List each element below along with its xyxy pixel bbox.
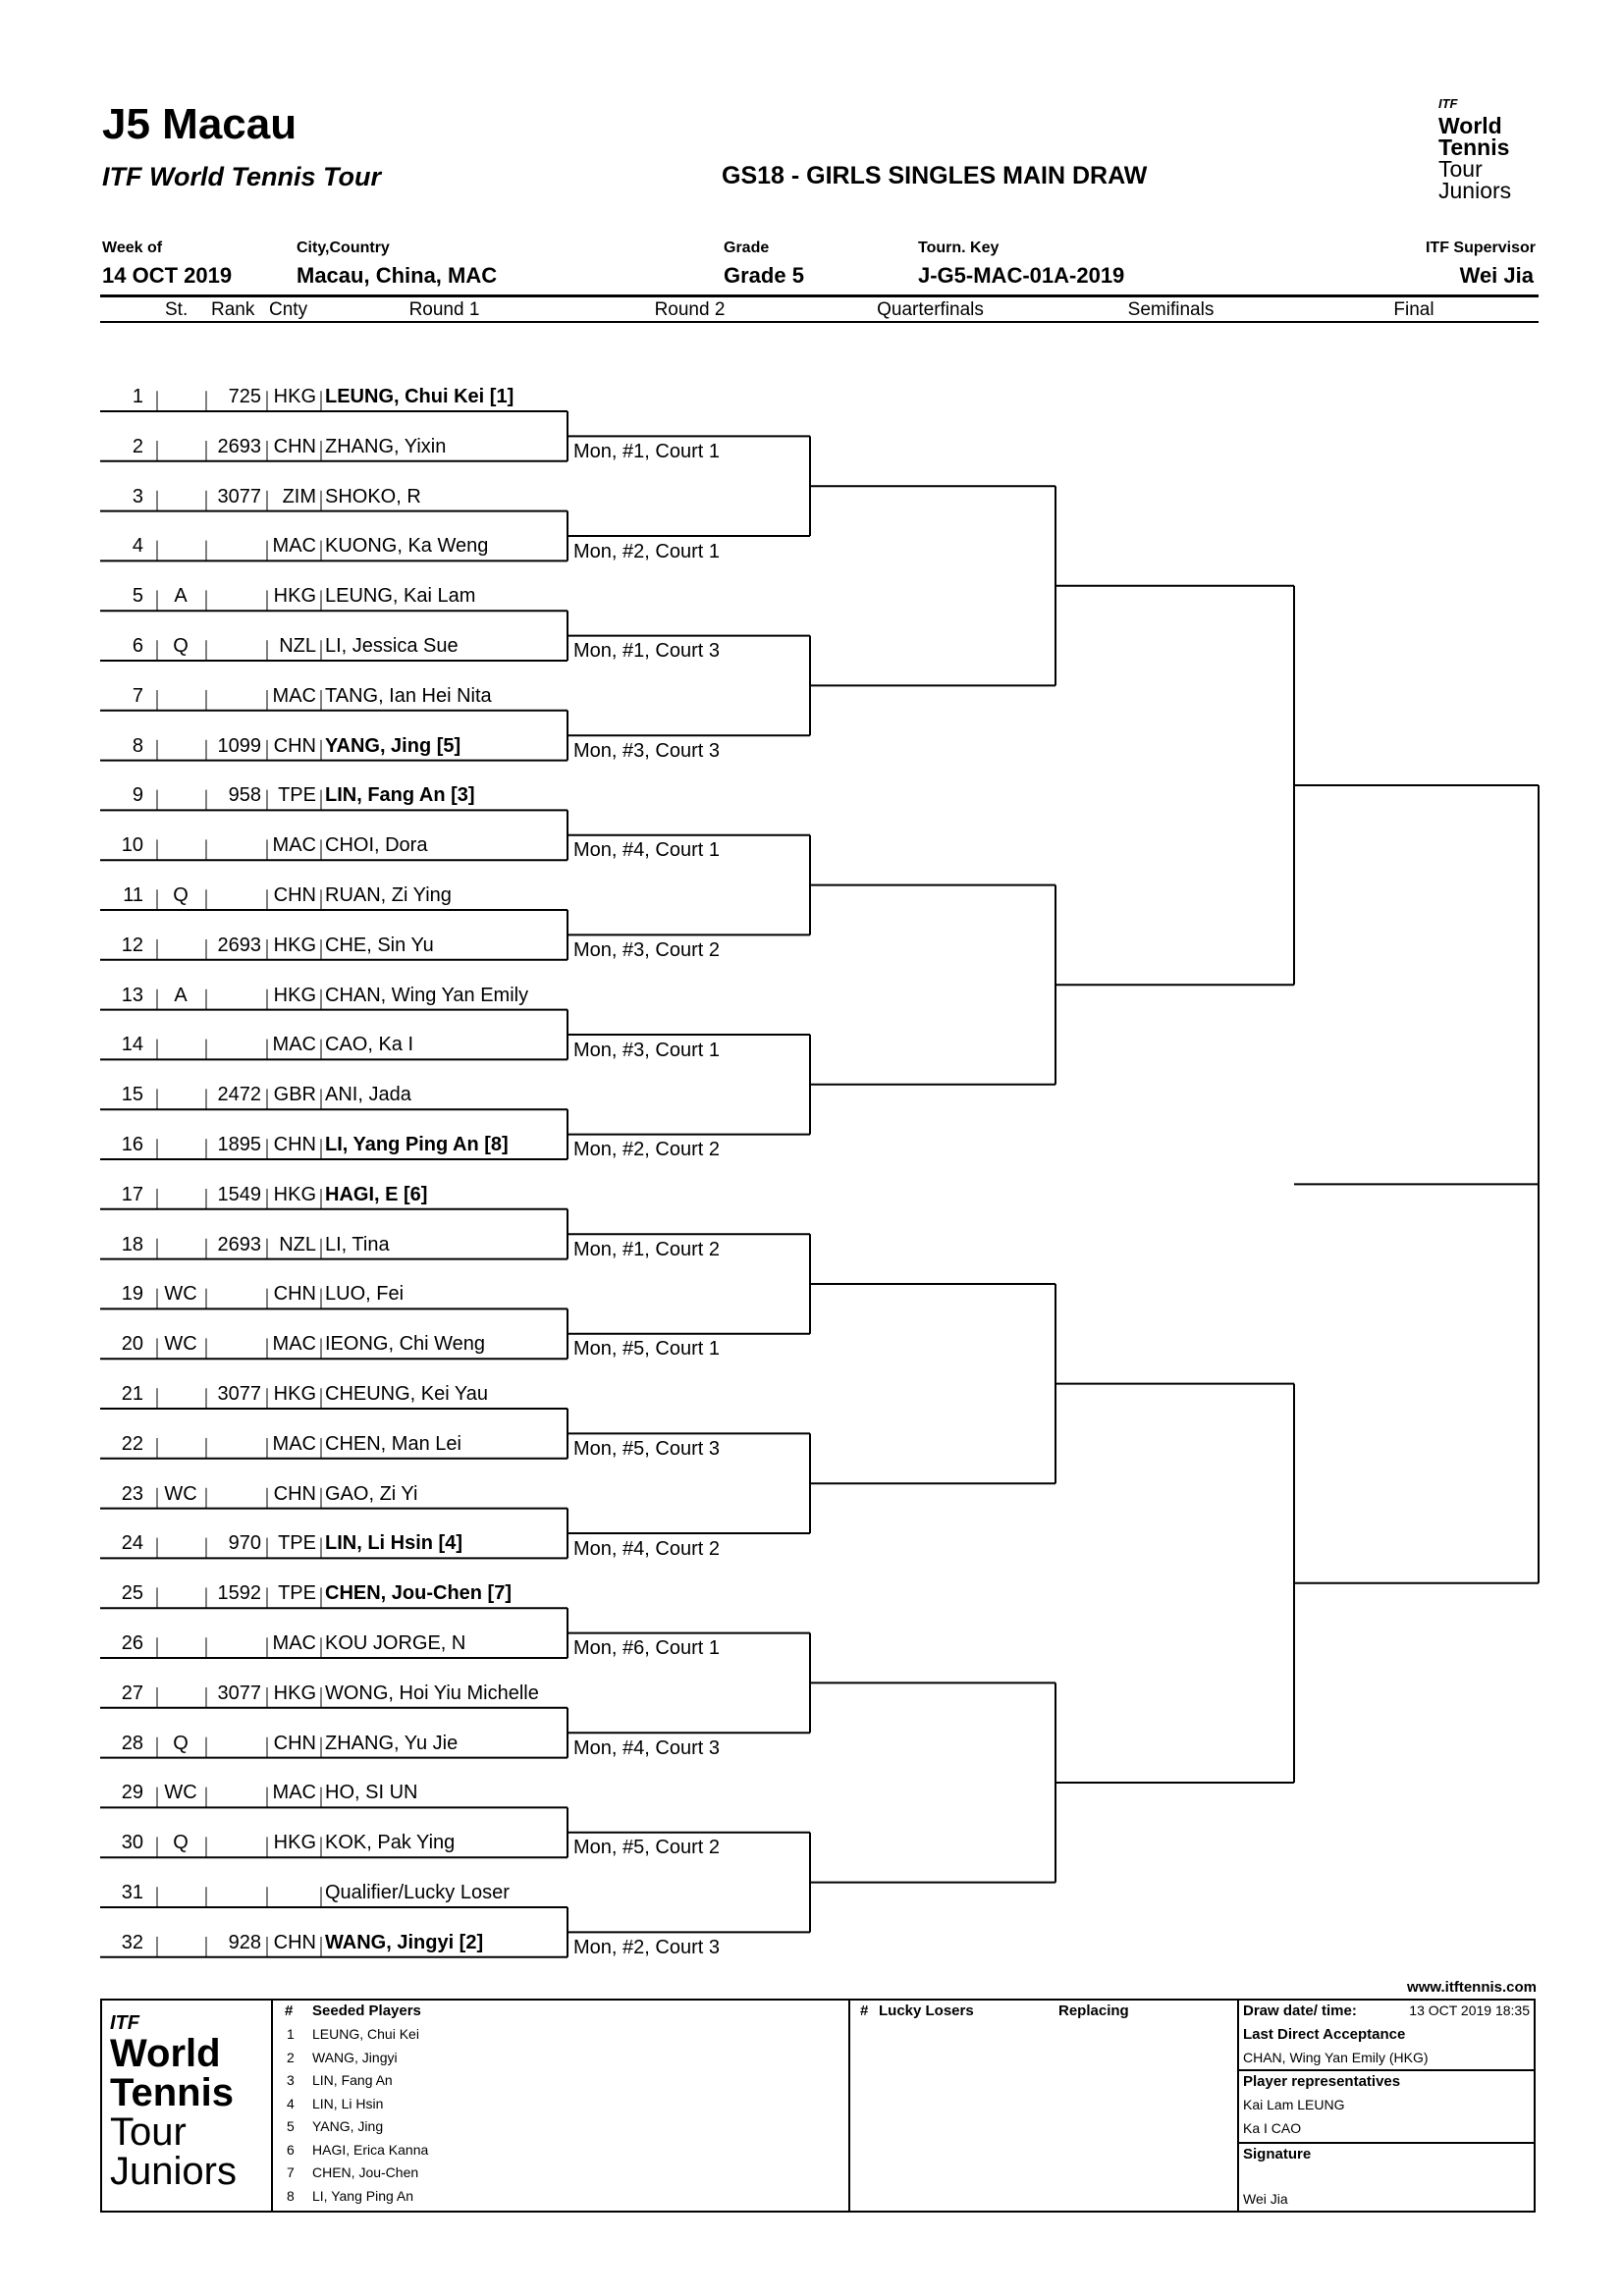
week-label: Week of xyxy=(102,240,163,256)
draw-name: GS18 - GIRLS SINGLES MAIN DRAW xyxy=(722,162,1148,189)
draw-position: 25 xyxy=(121,1582,143,1605)
footer-left-border xyxy=(100,1999,102,2213)
seed-number: 4 xyxy=(287,2095,295,2111)
seed-name: LEUNG, Chui Kei xyxy=(312,2026,419,2042)
player-country: HKG xyxy=(273,1383,316,1405)
draw-date-label: Draw date/ time: xyxy=(1243,2002,1357,2019)
grade-value: Grade 5 xyxy=(724,263,804,288)
player-rank: 1549 xyxy=(217,1183,261,1205)
seed-name: LIN, Fang An xyxy=(312,2072,393,2088)
player-country: NZL xyxy=(279,635,316,657)
player-name: LEUNG, Chui Kei [1] xyxy=(325,386,514,407)
player-country: MAC xyxy=(272,1782,316,1804)
player-country: MAC xyxy=(272,1034,316,1056)
col-final: Final xyxy=(1393,299,1434,320)
itf-logo-line3: Tour xyxy=(1438,156,1483,182)
entry-status: WC xyxy=(164,1482,197,1505)
draw-position: 14 xyxy=(121,1034,143,1056)
match-schedule: Mon, #1, Court 3 xyxy=(573,640,720,663)
seed-name: HAGI, Erica Kanna xyxy=(312,2141,429,2158)
player-name: LEUNG, Kai Lam xyxy=(325,585,476,608)
player-name: Qualifier/Lucky Loser xyxy=(325,1882,510,1903)
player-name: KOK, Pak Ying xyxy=(325,1832,456,1854)
draw-position: 31 xyxy=(121,1882,143,1903)
entry-status: WC xyxy=(164,1782,197,1804)
player-name: RUAN, Zi Ying xyxy=(325,884,452,906)
draw-position: 23 xyxy=(121,1482,143,1505)
itf-logo-footer-text: ITF xyxy=(110,2012,139,2034)
player-name: IEONG, Chi Weng xyxy=(325,1333,486,1356)
draw-position: 18 xyxy=(121,1233,143,1255)
draw-position: 2 xyxy=(132,435,143,457)
player-name: LI, Tina xyxy=(325,1233,390,1255)
player-name: HAGI, E [6] xyxy=(325,1183,428,1205)
entry-status: A xyxy=(174,585,188,608)
player-name: LI, Yang Ping An [8] xyxy=(325,1134,509,1155)
footer-bottom-rule xyxy=(100,2211,1536,2213)
player-country: ZIM xyxy=(282,485,316,507)
player-country: HKG xyxy=(273,1183,316,1205)
draw-position: 21 xyxy=(121,1383,143,1405)
itf-logo-footer-line2: Tennis xyxy=(110,2071,234,2114)
seed-number: 3 xyxy=(287,2072,295,2088)
rep-1: Kai Lam LEUNG xyxy=(1243,2097,1345,2112)
week-value: 14 OCT 2019 xyxy=(102,263,233,288)
player-country: MAC xyxy=(272,1333,316,1356)
entry-status: WC xyxy=(164,1283,197,1306)
player-rank: 958 xyxy=(228,784,261,807)
entry-status: A xyxy=(174,984,188,1006)
player-country: CHN xyxy=(273,1482,316,1505)
player-country: TPE xyxy=(278,1582,316,1605)
match-schedule: Mon, #4, Court 3 xyxy=(573,1736,720,1759)
player-country: CHN xyxy=(273,1283,316,1306)
draw-position: 19 xyxy=(121,1283,143,1306)
player-name: SHOKO, R xyxy=(325,485,421,507)
supervisor-value: Wei Jia xyxy=(1459,263,1534,288)
entry-status: Q xyxy=(173,635,189,657)
grade-label: Grade xyxy=(724,240,770,256)
website[interactable]: www.itftennis.com xyxy=(1407,1979,1537,1996)
footer-top-rule xyxy=(100,1999,1534,2001)
player-country: MAC xyxy=(272,684,316,707)
match-schedule: Mon, #2, Court 3 xyxy=(573,1937,720,1958)
footer-right-border xyxy=(1534,1999,1536,2213)
footer-rule-lda xyxy=(1237,2069,1536,2071)
supervisor-label: ITF Supervisor xyxy=(1425,240,1536,256)
draw-position: 11 xyxy=(123,884,143,906)
city-value: Macau, China, MAC xyxy=(297,263,498,288)
col-rank: Rank xyxy=(211,299,255,320)
player-name: WANG, Jingyi [2] xyxy=(325,1931,484,1953)
player-name: YANG, Jing [5] xyxy=(325,734,461,757)
draw-position: 9 xyxy=(132,784,143,807)
seed-name: CHEN, Jou-Chen xyxy=(312,2164,419,2180)
draw-position: 27 xyxy=(121,1682,143,1704)
draw-position: 29 xyxy=(121,1782,143,1804)
match-schedule: Mon, #5, Court 2 xyxy=(573,1837,720,1859)
player-name: KOU JORGE, N xyxy=(325,1632,466,1654)
seed-number: 7 xyxy=(287,2164,295,2180)
match-schedule: Mon, #6, Court 1 xyxy=(573,1637,720,1660)
player-rank: 928 xyxy=(228,1931,261,1953)
player-country: MAC xyxy=(272,535,316,558)
player-rank: 2693 xyxy=(217,934,261,956)
match-schedule: Mon, #4, Court 1 xyxy=(573,839,720,862)
itf-logo-footer-line3: Tour xyxy=(110,2110,187,2154)
draw-position: 20 xyxy=(121,1333,143,1356)
player-name: GAO, Zi Yi xyxy=(325,1482,418,1505)
player-country: CHN xyxy=(273,1732,316,1754)
match-schedule: Mon, #1, Court 1 xyxy=(573,441,720,462)
itf-logo-footer-line4: Juniors xyxy=(110,2150,237,2193)
draw-position: 5 xyxy=(132,585,143,608)
draw-position: 24 xyxy=(121,1532,143,1555)
col-quarterfinals: Quarterfinals xyxy=(877,299,984,320)
match-schedule: Mon, #4, Court 2 xyxy=(573,1537,720,1560)
player-name: ZHANG, Yu Jie xyxy=(325,1732,459,1754)
player-country: GBR xyxy=(273,1084,316,1106)
itf-logo-line1: World xyxy=(1438,113,1502,138)
player-country: NZL xyxy=(279,1233,316,1255)
seed-name: LIN, Li Hsin xyxy=(312,2095,384,2111)
draw-position: 30 xyxy=(121,1832,143,1854)
itf-logo-line4: Juniors xyxy=(1438,178,1512,203)
draw-position: 12 xyxy=(121,934,143,956)
col-st: St. xyxy=(165,299,189,320)
match-schedule: Mon, #3, Court 3 xyxy=(573,739,720,762)
tour-name: ITF World Tennis Tour xyxy=(102,162,381,191)
player-country: HKG xyxy=(273,934,316,956)
player-name: CAO, Ka I xyxy=(325,1034,414,1056)
player-name: KUONG, Ka Weng xyxy=(325,535,489,558)
draw-position: 4 xyxy=(132,535,143,558)
draw-position: 17 xyxy=(121,1183,143,1205)
draw-position: 3 xyxy=(132,485,143,507)
seed-number: 5 xyxy=(287,2118,295,2134)
player-rank: 1099 xyxy=(217,734,261,757)
player-country: HKG xyxy=(273,1832,316,1854)
match-schedule: Mon, #5, Court 1 xyxy=(573,1338,720,1361)
match-schedule: Mon, #3, Court 1 xyxy=(573,1039,720,1061)
footer-rule-reps xyxy=(1237,2142,1536,2144)
tourn-key-label: Tourn. Key xyxy=(918,240,1000,256)
player-name: HO, SI UN xyxy=(325,1782,418,1804)
player-country: CHN xyxy=(273,734,316,757)
col-cnty: Cnty xyxy=(269,299,308,320)
lda-label: Last Direct Acceptance xyxy=(1243,2026,1406,2043)
draw-position: 26 xyxy=(121,1632,143,1654)
player-rank: 3077 xyxy=(217,485,261,507)
player-name: CHEN, Jou-Chen [7] xyxy=(325,1582,512,1605)
col-round1: Round 1 xyxy=(408,299,480,320)
entry-status: WC xyxy=(164,1333,197,1356)
match-schedule: Mon, #2, Court 1 xyxy=(573,540,720,562)
player-name: LIN, Fang An [3] xyxy=(325,784,475,807)
footer-divider-3 xyxy=(1237,1999,1239,2213)
seed-number: 1 xyxy=(287,2026,295,2042)
player-country: HKG xyxy=(273,1682,316,1704)
draw-position: 16 xyxy=(121,1134,143,1155)
draw-position: 32 xyxy=(121,1931,143,1953)
footer-divider-2 xyxy=(848,1999,850,2213)
player-country: MAC xyxy=(272,1632,316,1654)
lucky-title: Lucky Losers xyxy=(879,2002,974,2019)
itf-logo-footer xyxy=(110,2012,267,2191)
signature-value: Wei Jia xyxy=(1243,2191,1288,2207)
player-country: CHN xyxy=(273,1931,316,1953)
col-semifinals: Semifinals xyxy=(1127,299,1215,320)
draw-position: 6 xyxy=(132,635,143,657)
player-name: LUO, Fei xyxy=(325,1283,405,1306)
player-rank: 1895 xyxy=(217,1134,261,1155)
seed-number: 8 xyxy=(287,2187,295,2204)
player-country: HKG xyxy=(273,386,316,407)
match-schedule: Mon, #1, Court 2 xyxy=(573,1238,720,1260)
seed-name: YANG, Jing xyxy=(312,2118,384,2134)
match-schedule: Mon, #2, Court 2 xyxy=(573,1139,720,1161)
draw-position: 22 xyxy=(121,1432,143,1455)
lda-value: CHAN, Wing Yan Emily (HKG) xyxy=(1243,2050,1429,2065)
col-round2: Round 2 xyxy=(654,299,726,320)
player-country: CHN xyxy=(273,1134,316,1155)
player-name: WONG, Hoi Yiu Michelle xyxy=(325,1682,539,1704)
draw-position: 8 xyxy=(132,734,143,757)
player-name: ZHANG, Yixin xyxy=(325,435,447,457)
draw-date-value: 13 OCT 2019 18:35 xyxy=(1409,2002,1530,2018)
signature-label: Signature xyxy=(1243,2146,1312,2163)
city-label: City,Country xyxy=(297,240,390,256)
lucky-hash: # xyxy=(860,2002,869,2019)
player-country: CHN xyxy=(273,435,316,457)
itf-logo-footer-line1: World xyxy=(110,2032,221,2075)
player-rank: 2693 xyxy=(217,435,261,457)
player-name: CHOI, Dora xyxy=(325,834,428,857)
match-schedule: Mon, #3, Court 2 xyxy=(573,939,720,961)
seed-number: 6 xyxy=(287,2141,295,2158)
draw-position: 10 xyxy=(121,834,143,857)
player-name: ANI, Jada xyxy=(325,1084,411,1106)
player-country: TPE xyxy=(278,784,316,807)
entry-status: Q xyxy=(173,884,189,906)
seed-number: 2 xyxy=(287,2049,295,2065)
player-name: TANG, Ian Hei Nita xyxy=(325,684,492,707)
player-country: TPE xyxy=(278,1532,316,1555)
player-name: CHAN, Wing Yan Emily xyxy=(325,984,529,1006)
draw-position: 13 xyxy=(121,984,143,1006)
player-rank: 2472 xyxy=(217,1084,261,1106)
draw-position: 15 xyxy=(121,1084,143,1106)
itf-logo-text: ITF xyxy=(1438,96,1458,111)
tourn-key-value: J-G5-MAC-01A-2019 xyxy=(918,263,1125,288)
player-country: CHN xyxy=(273,884,316,906)
draw-position: 28 xyxy=(121,1732,143,1754)
player-country: HKG xyxy=(273,984,316,1006)
player-rank: 1592 xyxy=(217,1582,261,1605)
tournament-title: J5 Macau xyxy=(102,100,298,148)
player-rank: 3077 xyxy=(217,1383,261,1405)
draw-position: 7 xyxy=(132,684,143,707)
player-name: CHEN, Man Lei xyxy=(325,1432,461,1455)
seeded-hash: # xyxy=(285,2002,294,2019)
player-name: CHEUNG, Kei Yau xyxy=(325,1383,488,1405)
player-country: MAC xyxy=(272,1432,316,1455)
draw-position: 1 xyxy=(132,386,143,407)
seed-name: LI, Yang Ping An xyxy=(312,2187,414,2204)
footer-divider-1 xyxy=(271,1999,273,2213)
itf-logo-line2: Tennis xyxy=(1438,134,1510,160)
player-rank: 725 xyxy=(228,386,261,407)
match-schedule: Mon, #5, Court 3 xyxy=(573,1438,720,1460)
player-name: LIN, Li Hsin [4] xyxy=(325,1532,462,1555)
player-name: CHE, Sin Yu xyxy=(325,934,434,956)
entry-status: Q xyxy=(173,1732,189,1754)
seeded-title: Seeded Players xyxy=(312,2002,421,2019)
player-name: LI, Jessica Sue xyxy=(325,635,459,657)
player-country: MAC xyxy=(272,834,316,857)
player-rank: 2693 xyxy=(217,1233,261,1255)
seed-name: WANG, Jingyi xyxy=(312,2049,398,2065)
player-rank: 970 xyxy=(228,1532,261,1555)
player-rank: 3077 xyxy=(217,1682,261,1704)
replacing-title: Replacing xyxy=(1058,2002,1129,2019)
player-country: HKG xyxy=(273,585,316,608)
reps-label: Player representatives xyxy=(1243,2073,1401,2090)
rep-2: Ka I CAO xyxy=(1243,2120,1302,2136)
entry-status: Q xyxy=(173,1832,189,1854)
